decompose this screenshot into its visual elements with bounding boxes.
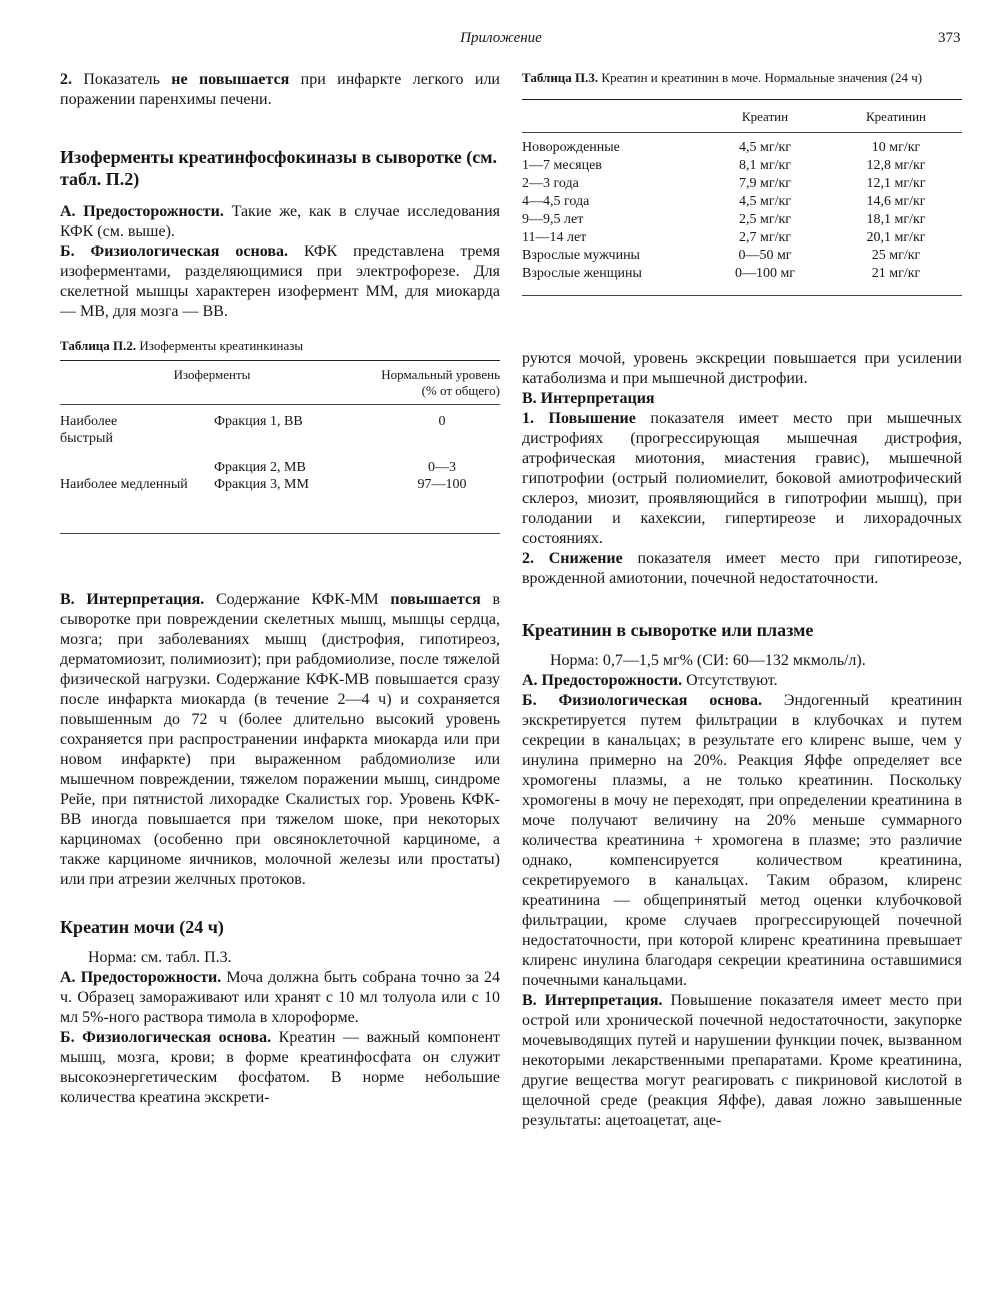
table-rule (522, 132, 962, 133)
table-cell-creatinine: 25 мг/кг (871, 248, 921, 263)
column-header: Креатин (741, 109, 789, 124)
table-cell-creatinine: 18,1 мг/кг (866, 212, 926, 227)
table-cell-creatine: 2,7 мг/кг (738, 230, 792, 245)
subhead-label: А. Предосторожности. (60, 969, 222, 986)
table-row (522, 229, 962, 247)
table-cell-creatinine: 10 мг/кг (871, 140, 921, 155)
subhead-label: А. Предосторожности. (60, 203, 224, 220)
point-number: 2. (60, 71, 72, 88)
paragraph-continued: руются мочой, уровень экскреции повышается при усилении катаболизма и при мышечной дистрофии. (522, 350, 962, 387)
table-cell-creatinine: 12,1 мг/кг (866, 176, 926, 191)
table-header-row (60, 361, 500, 404)
table-cell-creatine: 4,5 мг/кг (738, 194, 792, 209)
subhead-label: А. Предосторожности. (522, 672, 683, 689)
table-p2-caption: Таблица П.2. Изоферменты креатинкиназы (60, 338, 304, 353)
emphasis: не повышается (171, 71, 290, 88)
paragraph-precautions: А. Предосторожности. Такие же, как в случае исследования КФК (см. выше). (60, 203, 500, 240)
table-p3-caption: Таблица П.3. Креатин и креатинин в моче. Нормальные значения (24 ч) (522, 70, 923, 85)
subhead-label: Б. Физиологическая основа. (60, 243, 288, 260)
table-row: Наиболее быстрый Фракция 1, ВВ 0 (60, 414, 446, 446)
table-row (522, 193, 962, 211)
table-row (522, 157, 962, 175)
table-cell-group: 9—9,5 лет (522, 212, 584, 227)
subhead-label: В. Интерпретация. (60, 591, 205, 608)
table-row (522, 139, 962, 157)
paragraph-physiology: Б. Физиологическая основа. Эндогенный креатинин экскретируется путем фильтрации в клубочках и путем секреции в канальцах; в результате его клиренс выше, чем у инулина примерно на 20%. Реакция Яффе определяет все хромогены плазмы, а не только креатинин. Поскольку хромогены в мочу не переходят, при определении креатинина в моче получают величину на 20% меньше суммарного количества креатинина + хромогена в плазме; это различие однако, компенсируется количеством креатинина, секретируемого в канальцах. Таким образом, клиренс креатинина — общепринятый метод оценки клубочковой фильтрации, кроме случаев прогрессирующей почечной недостаточности, при которой клиренс креатинина превышает клиренс инулина благодаря секреции креатинина оставшимися почечными канальцами. (522, 692, 962, 989)
table-cell-group: Новорожденные (522, 140, 620, 155)
running-header-title: Приложение (460, 30, 542, 46)
table-rule (60, 533, 500, 534)
table-cell-creatine: 2,5 мг/кг (738, 212, 792, 227)
subhead-label: Б. Физиологическая основа. (522, 692, 762, 709)
section-heading-urine-creatine: Креатин мочи (24 ч) (60, 917, 224, 937)
paragraph-interpretation: В. Интерпретация. Содержание КФК-ММ повышается в сыворотке при повреждении скелетных мышц, мышцы сердца, мозга; при заболеваниях мышц (дистрофия, гипотиреоз, дерматомиозит, полимиозит); при рабдомиолизе, после тяжелой физической нагрузки. Содержание КФК-МВ повышается сразу после инфаркта миокарда (в течение 2—4 ч) и сохраняется повышенным до 72 ч (более длительно высокий уровень сохраняется при распространении инфаркта миокарда или при новом инфаркте) при выраженном рабдомиолизе или мышечном повреждении, тяжелом поражении мышц, синдроме Рейе, при пятнистой лихорадке Скалистых гор. Уровень КФК-ВВ иногда повышается при тяжелом шоке, при некоторых карциномах (особенно при овсяноклеточной карциноме, а также карциноме яичников, молочной железы или простаты) или при атрезии желчных протоков. (60, 591, 500, 888)
subhead-label: В. Интерпретация. (522, 992, 663, 1009)
column-header: Нормальный уровень (% от общего) (381, 367, 500, 398)
table-p3-body (522, 139, 962, 283)
column-header: Изоферменты (173, 367, 251, 382)
table-cell-creatine: 8,1 мг/кг (738, 158, 792, 173)
paragraph-interpretation: В. Интерпретация. Повышение показателя имеет место при острой или хронической почечной недостаточности, закупорке мочевыводящих путей и нарушении функции почек, вызванном некоторыми лекарственными препаратами. Кроме креатинина, другие вещества могут реагировать с пикриновой кислотой в щелочной среде (реакция Яффе), давая ложно завышенные результаты: ацетоацетат, аце- (522, 992, 962, 1129)
table-cell-group: 11—14 лет (522, 230, 587, 245)
paragraph-decrease: 2. Снижение показателя имеет место при гипотиреозе, врожденной амиотонии, почечной недостаточности. (522, 550, 962, 587)
table-cell-creatinine: 20,1 мг/кг (866, 230, 926, 245)
table-row: Наиболее медленный Фракция 3, ММ 97—100 (60, 477, 467, 492)
table-cell-group: 2—3 года (522, 176, 579, 191)
paragraph-precautions: А. Предосторожности. Отсутствуют. (522, 672, 778, 689)
table-row (522, 211, 962, 229)
table-row: Фракция 2, МВ 0—3 (214, 460, 456, 475)
table-rule (522, 295, 962, 296)
emphasis: повышается (390, 591, 481, 608)
table-cell-creatine: 0—100 мг (734, 266, 796, 281)
table-cell-group: 1—7 месяцев (522, 158, 602, 173)
table-header-row (522, 100, 962, 132)
table-cell-creatine: 7,9 мг/кг (738, 176, 792, 191)
paragraph-point-2: 2. Показатель не повышается при инфаркте легкого или поражении паренхимы печени. (60, 71, 500, 108)
paragraph-physiology: Б. Физиологическая основа. Креатин — важный компонент мышц, мозга, крови; в форме креатинфосфата он служит высокоэнергетическим фосфатом. В норме небольшие количества креатина экскрети- (60, 1029, 500, 1106)
section-heading-isoenzymes: Изоферменты креатинфосфокиназы в сыворотке (см. табл. П.2) (60, 147, 498, 189)
paragraph-norm: Норма: см. табл. П.3. (88, 949, 232, 966)
paragraph-increase: 1. Повышение показателя имеет место при мышечных дистрофиях (прогрессирующая мышечная дистрофия, атрофическая миотония, миастения гравис), мышечной гипотрофии (острый полиомиелит, боковой амиотрофический склероз, миозит, проявляющийся в гипотрофии мышц), при голодании и кахексии, гипертиреозе и лихорадочных состояниях. (522, 410, 962, 547)
subhead-label: Б. Физиологическая основа. (60, 1029, 272, 1046)
table-row (522, 247, 962, 265)
table-cell-group: 4—4,5 года (522, 194, 590, 209)
table-cell-creatinine: 14,6 мг/кг (866, 194, 926, 209)
paragraph-precautions: А. Предосторожности. Моча должна быть собрана точно за 24 ч. Образец замораживают или хранят с 10 мл толуола или с 10 мл 5%-ного раствора тимола в хлороформе. (60, 969, 501, 1026)
table-cell-creatinine: 21 мг/кг (871, 266, 921, 281)
table-cell-creatinine: 12,8 мг/кг (866, 158, 926, 173)
table-p2 (60, 361, 500, 404)
table-cell-group: Взрослые женщины (522, 266, 642, 281)
table-p3 (522, 100, 962, 132)
table-cell-group: Взрослые мужчины (522, 248, 640, 263)
emphasis: Снижение (534, 550, 623, 567)
left-column (60, 70, 500, 1108)
subhead-interpretation: В. Интерпретация (522, 390, 655, 407)
section-heading-serum-creatinine: Креатинин в сыворотке или плазме (522, 620, 814, 640)
paragraph-physiology: Б. Физиологическая основа. КФК представлена тремя изоферментами, разделяющимися при электрофорезе. Для скелетной мышцы характерен изофермент ММ, для миокарда — МВ, для мозга — ВВ. (60, 243, 500, 320)
column-header: Креатинин (865, 109, 927, 124)
emphasis: Повышение (534, 410, 636, 427)
page-number: 373 (938, 30, 961, 46)
table-p2-body (60, 405, 500, 493)
table-cell-creatine: 4,5 мг/кг (738, 140, 792, 155)
table-row (522, 265, 962, 283)
table-row (522, 175, 962, 193)
table-cell-creatine: 0—50 мг (738, 248, 792, 263)
right-column (522, 70, 962, 1131)
paragraph-norm: Норма: 0,7—1,5 мг% (СИ: 60—132 мкмоль/л). (550, 652, 866, 669)
